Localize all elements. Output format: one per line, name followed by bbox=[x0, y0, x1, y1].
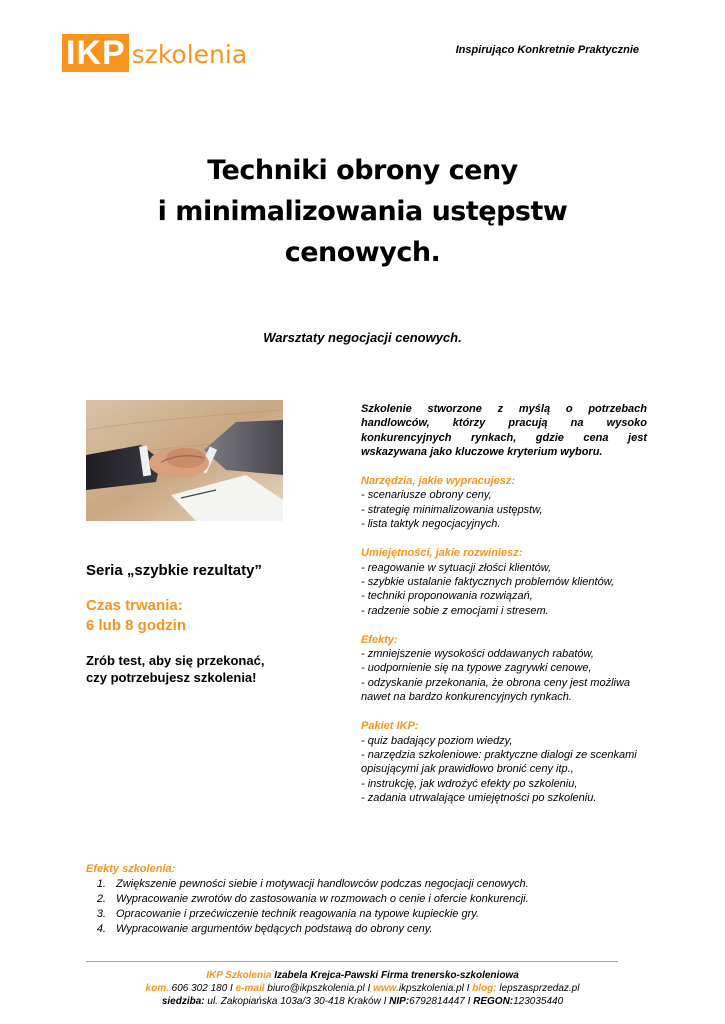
intro-paragraph: Szkolenie stworzone z myślą o potrzebach handlowców, którzy pracują na wysoko konkurencyjnych rynkach, gdzie cena jest wskazywana jako kluczowe kryterium wyboru. bbox=[361, 403, 647, 458]
phone-label: kom. bbox=[145, 983, 169, 994]
item-text: Wypracowanie zwrotów do zastosowania w rozmowach o cenie i ofercie konkurencji. bbox=[116, 893, 529, 905]
logo-word: szkolenia bbox=[131, 40, 248, 69]
handshake-photo bbox=[86, 400, 283, 521]
training-effects-list bbox=[86, 877, 646, 937]
footer-line-1 bbox=[0, 969, 725, 982]
duration-value: 6 lub 8 godzin bbox=[86, 617, 186, 634]
list-item: - techniki proponowania rozwiązań, bbox=[361, 590, 533, 603]
subtitle: Warsztaty negocjacji cenowych. bbox=[263, 330, 462, 345]
list-item: - quiz badający poziom wiedzy, bbox=[361, 734, 513, 747]
duration-label: Czas trwania: bbox=[86, 597, 183, 614]
title-line-2: i minimalizowania ustępstw bbox=[157, 196, 568, 227]
test-line-1: Zrób test, aby się przekonać, bbox=[86, 653, 265, 668]
duration bbox=[86, 596, 186, 636]
skills-list bbox=[361, 561, 647, 618]
document-title bbox=[0, 150, 725, 273]
item-text: Zwiększenie pewności siebie i motywacji handlowców podczas negocjacji cenowych. bbox=[116, 878, 529, 890]
effects-heading: Efekty: bbox=[361, 633, 398, 646]
footer-line-2 bbox=[0, 982, 725, 995]
skills-heading: Umiejętności, jakie rozwiniesz: bbox=[361, 547, 523, 560]
package-heading: Pakiet IKP: bbox=[361, 720, 419, 733]
training-effects-heading: Efekty szkolenia: bbox=[86, 863, 176, 875]
footer-line-3 bbox=[0, 995, 725, 1008]
title-line-1: Techniki obrony ceny bbox=[207, 155, 518, 186]
list-item bbox=[86, 922, 646, 937]
item-number: 1. bbox=[96, 878, 106, 890]
list-item: - narzędzia szkoleniowe: praktyczne dialogi ze scenkami opisującymi jak prawidłowo bronić ceny itp., bbox=[361, 748, 637, 776]
nip-value: 6792814447 I bbox=[409, 996, 474, 1007]
footer bbox=[0, 969, 725, 1008]
series-label: Seria „szybkie rezultaty” bbox=[86, 562, 262, 579]
footer-brand: IKP Szkolenia bbox=[206, 970, 272, 981]
list-item bbox=[86, 907, 646, 922]
regon-label: REGON: bbox=[473, 996, 514, 1007]
blog-label: blog: bbox=[472, 983, 497, 994]
www-label: www. bbox=[373, 983, 399, 994]
tools-list bbox=[361, 488, 647, 531]
footer-divider bbox=[86, 961, 618, 962]
item-text: Opracowanie i przećwiczenie technik reagowania na typowe kupieckie gry. bbox=[116, 908, 479, 920]
blog-link[interactable]: lepszasprzedaz.pl bbox=[496, 983, 580, 994]
list-item bbox=[86, 877, 646, 892]
package-list bbox=[361, 734, 647, 805]
list-item: - instrukcję, jak wdrożyć efekty po szkoleniu, bbox=[361, 777, 578, 790]
effects-short-list bbox=[361, 647, 647, 704]
test-line-2: czy potrzebujesz szkolenia! bbox=[86, 670, 257, 685]
details-column bbox=[361, 402, 647, 805]
list-item bbox=[86, 892, 646, 907]
phone-value: 606 302 180 I bbox=[168, 983, 236, 994]
list-item: - odzyskanie przekonania, że obrona ceny jest możliwa nawet na bardzo konkurencyjnych rynkach. bbox=[361, 676, 631, 704]
title-line-3: cenowych. bbox=[284, 237, 441, 268]
item-number: 2. bbox=[96, 893, 106, 905]
list-item: - szybkie ustalanie faktycznych problemów klientów, bbox=[361, 575, 615, 588]
regon-value: 123035440 bbox=[513, 996, 564, 1007]
item-text: Wypracowanie argumentów będących podstawą do obrony ceny. bbox=[116, 923, 433, 935]
logo-box: IKP bbox=[62, 34, 129, 72]
list-item: - lista taktyk negocjacyjnych. bbox=[361, 518, 501, 531]
email-link[interactable]: biuro@ikpszkolenia.pl I bbox=[264, 983, 374, 994]
logo bbox=[62, 34, 247, 72]
list-item: - strategię minimalizowania ustępstw, bbox=[361, 503, 543, 516]
test-callout bbox=[86, 652, 264, 686]
list-item: - scenariusze obrony ceny, bbox=[361, 489, 492, 502]
list-item: - reagowanie w sytuacji złości klientów, bbox=[361, 561, 552, 574]
nip-label: NIP: bbox=[389, 996, 410, 1007]
list-item: - uodpornienie się na typowe zagrywki cenowe, bbox=[361, 662, 592, 675]
address-label: siedziba: bbox=[161, 996, 205, 1007]
list-item: - zmniejszenie wysokości oddawanych rabatów, bbox=[361, 648, 594, 661]
tools-heading: Narzędzia, jakie wypracujesz: bbox=[361, 475, 516, 488]
training-effects bbox=[86, 862, 646, 937]
email-label: e-mail bbox=[235, 983, 265, 994]
website-link[interactable]: ikpszkolenia.pl I bbox=[398, 983, 473, 994]
footer-company: Izabela Krejca-Pawski Firma trenersko-szkoleniowa bbox=[271, 970, 519, 981]
list-item: - radzenie sobie z emocjami i stresem. bbox=[361, 604, 549, 617]
address-value: ul. Zakopiańska 103a/3 30-418 Kraków I bbox=[204, 996, 390, 1007]
tagline: Inspirująco Konkretnie Praktycznie bbox=[455, 44, 639, 56]
item-number: 3. bbox=[96, 908, 106, 920]
list-item: - zadania utrwalające umiejętności po szkoleniu. bbox=[361, 791, 597, 804]
item-number: 4. bbox=[96, 923, 106, 935]
